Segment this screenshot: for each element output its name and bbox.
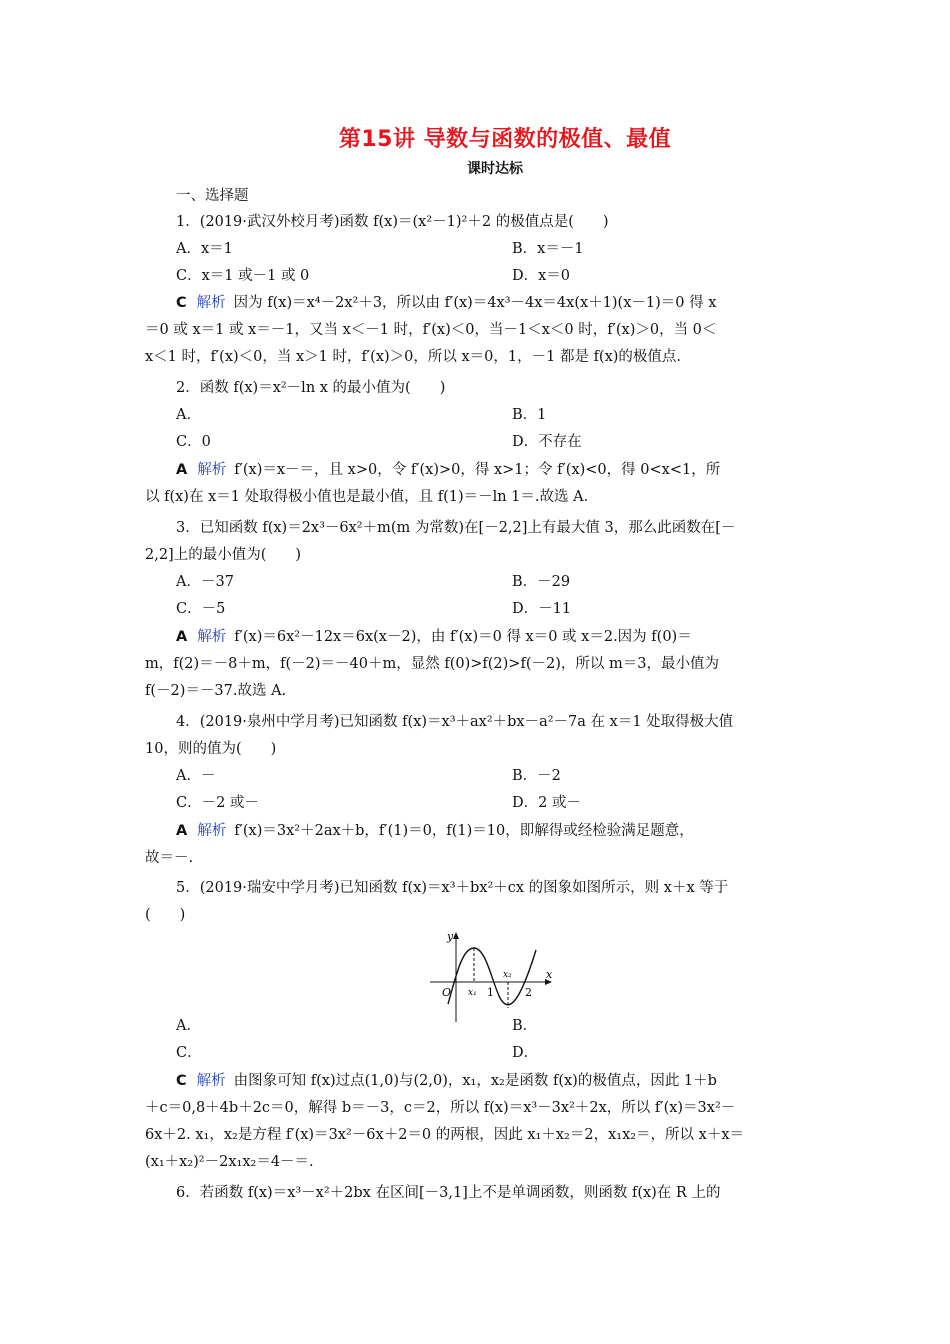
tick-label-2: 2 xyxy=(525,986,532,999)
q1-answer: C xyxy=(176,295,187,311)
q1-solution-line-1 xyxy=(176,293,810,313)
q5-analysis-tag: 解析 xyxy=(196,1073,226,1089)
q3-solution-text-1: f′(x)＝6x²－12x＝6x(x－2)，由 f′(x)＝0 得 x＝0 或 x＝2.因为 f(0)＝ xyxy=(234,629,692,645)
q3-option-c: C．－5 xyxy=(176,601,226,617)
q3-answer: A xyxy=(176,629,188,645)
y-axis-label: y xyxy=(447,930,454,943)
q1-option-c: C．x＝1 或－1 或 0 xyxy=(176,268,310,284)
q5-option-b: B． xyxy=(512,1018,538,1034)
page-subtitle: 课时达标 xyxy=(467,161,523,177)
question-4-text: 4．(2019·泉州中学月考)已知函数 f(x)＝x³＋ax²＋bx－a²－7a 在 x＝1 处取得极大值 xyxy=(176,714,734,730)
q3-solution-line-3: f(－2)＝－37.故选 A. xyxy=(145,683,287,699)
question-3-text-2: 2,2]上的最小值为( ) xyxy=(145,547,302,563)
q1-analysis-tag: 解析 xyxy=(196,295,226,311)
function-graph xyxy=(426,926,556,1026)
q3-solution-line-1 xyxy=(176,627,810,647)
q4-option-c: C．－2 或－ xyxy=(176,795,259,811)
q4-solution-line-1 xyxy=(176,821,810,841)
q4-analysis-tag: 解析 xyxy=(197,823,227,839)
q5-option-a: A． xyxy=(176,1018,201,1034)
q4-option-b: B．－2 xyxy=(512,768,561,784)
x-axis-label: x xyxy=(546,968,553,981)
q2-option-d: D．不存在 xyxy=(512,434,582,450)
q1-solution-text-1: 因为 f(x)＝x⁴－2x²＋3，所以由 f′(x)＝4x³－4x＝4x(x＋1)(x－1)＝0 得 x xyxy=(233,295,717,311)
q1-option-a: A．x＝1 xyxy=(176,241,233,257)
q4-answer: A xyxy=(176,823,188,839)
q5-solution-text-1: 由图象可知 f(x)过点(1,0)与(2,0)，x₁，x₂是函数 f(x)的极值点，因此 1＋b xyxy=(233,1073,717,1089)
q3-option-a: A．－37 xyxy=(176,574,234,590)
q3-analysis-tag: 解析 xyxy=(197,629,227,645)
q5-option-c: C． xyxy=(176,1045,202,1061)
q1-option-d: D．x＝0 xyxy=(512,268,571,284)
q2-solution-line-2: 以 f(x)在 x＝1 处取得极小值也是最小值，且 f(1)＝－ln 1＝.故选 A. xyxy=(145,489,589,505)
q1-solution-line-2: ＝0 或 x＝1 或 x＝－1，又当 x＜－1 时，f′(x)＜0，当－1＜x＜0 时，f′(x)＞0，当 0＜ xyxy=(145,322,717,338)
q4-solution-line-2: 故＝－. xyxy=(145,850,194,866)
q5-solution-line-4: (x₁＋x₂)²－2x₁x₂＝4－＝. xyxy=(145,1154,314,1170)
q4-solution-text-1: f′(x)＝3x²＋2ax＋b，f′(1)＝0，f(1)＝10，即解得或经检验满足题意， xyxy=(234,823,694,839)
q5-solution-line-3: 6x＋2. x₁，x₂是方程 f′(x)＝3x²－6x＋2＝0 的两根，因此 x₁＋x₂＝2，x₁x₂＝，所以 x＋x＝ xyxy=(145,1127,745,1143)
q3-solution-line-2: m，f(2)＝－8＋m，f(－2)＝－40＋m，显然 f(0)>f(2)>f(－2)，所以 m＝3，最小值为 xyxy=(145,656,719,672)
q2-option-b: B．1 xyxy=(512,407,547,423)
question-6-text: 6．若函数 f(x)＝x³－x²＋2bx 在区间[－3,1]上不是单调函数，则函数 f(x)在 R 上的 xyxy=(176,1185,721,1201)
q5-solution-line-1 xyxy=(176,1071,810,1091)
question-4-text-2: 10，则的值为( ) xyxy=(145,741,277,757)
x1-label: x₁ xyxy=(468,988,477,998)
q5-solution-line-2: ＋c＝0,8＋4b＋2c＝0，解得 b＝－3，c＝2，所以 f(x)＝x³－3x²＋2x，所以 f′(x)＝3x²－ xyxy=(145,1100,736,1116)
q3-option-d: D．－11 xyxy=(512,601,572,617)
q5-option-d: D． xyxy=(512,1045,539,1061)
q1-solution-line-3: x＜1 时，f′(x)＜0，当 x＞1 时，f′(x)＞0，所以 x＝0，1，－1 都是 f(x)的极值点. xyxy=(145,349,682,365)
question-2-text: 2．函数 f(x)＝x²－ln x 的最小值为( ) xyxy=(176,380,446,396)
q2-option-a: A． xyxy=(176,407,201,423)
question-3-text: 3．已知函数 f(x)＝2x³－6x²＋m(m 为常数)在[－2,2]上有最大值 3，那么此函数在[－ xyxy=(176,520,736,536)
page-title: 第15讲 导数与函数的极值、最值 xyxy=(338,127,672,152)
q1-option-b: B．x＝－1 xyxy=(512,241,584,257)
q4-option-a: A．－ xyxy=(176,768,216,784)
section-heading: 一、选择题 xyxy=(176,188,249,204)
q5-answer: C xyxy=(176,1073,187,1089)
tick-label-1: 1 xyxy=(487,986,494,999)
q2-solution-line-1 xyxy=(176,460,810,480)
origin-label: O xyxy=(442,986,452,999)
q3-option-b: B．－29 xyxy=(512,574,571,590)
q2-answer: A xyxy=(176,462,188,478)
x2-label: x₂ xyxy=(503,970,512,980)
question-5-text-2: ( ) xyxy=(145,907,186,923)
y-axis-arrow-icon xyxy=(453,932,459,939)
q2-option-c: C．0 xyxy=(176,434,211,450)
question-5-text: 5．(2019·瑞安中学月考)已知函数 f(x)＝x³＋bx²＋cx 的图象如图所示，则 x＋x 等于 xyxy=(176,880,729,896)
q4-option-d: D．2 或－ xyxy=(512,795,581,811)
question-1-text: 1．(2019·武汉外校月考)函数 f(x)＝(x²－1)²＋2 的极值点是( ) xyxy=(176,214,609,230)
q2-solution-text-1: f′(x)＝x－＝，且 x>0，令 f′(x)>0，得 x>1；令 f′(x)<0，得 0<x<1，所 xyxy=(234,462,721,478)
q2-analysis-tag: 解析 xyxy=(197,462,227,478)
